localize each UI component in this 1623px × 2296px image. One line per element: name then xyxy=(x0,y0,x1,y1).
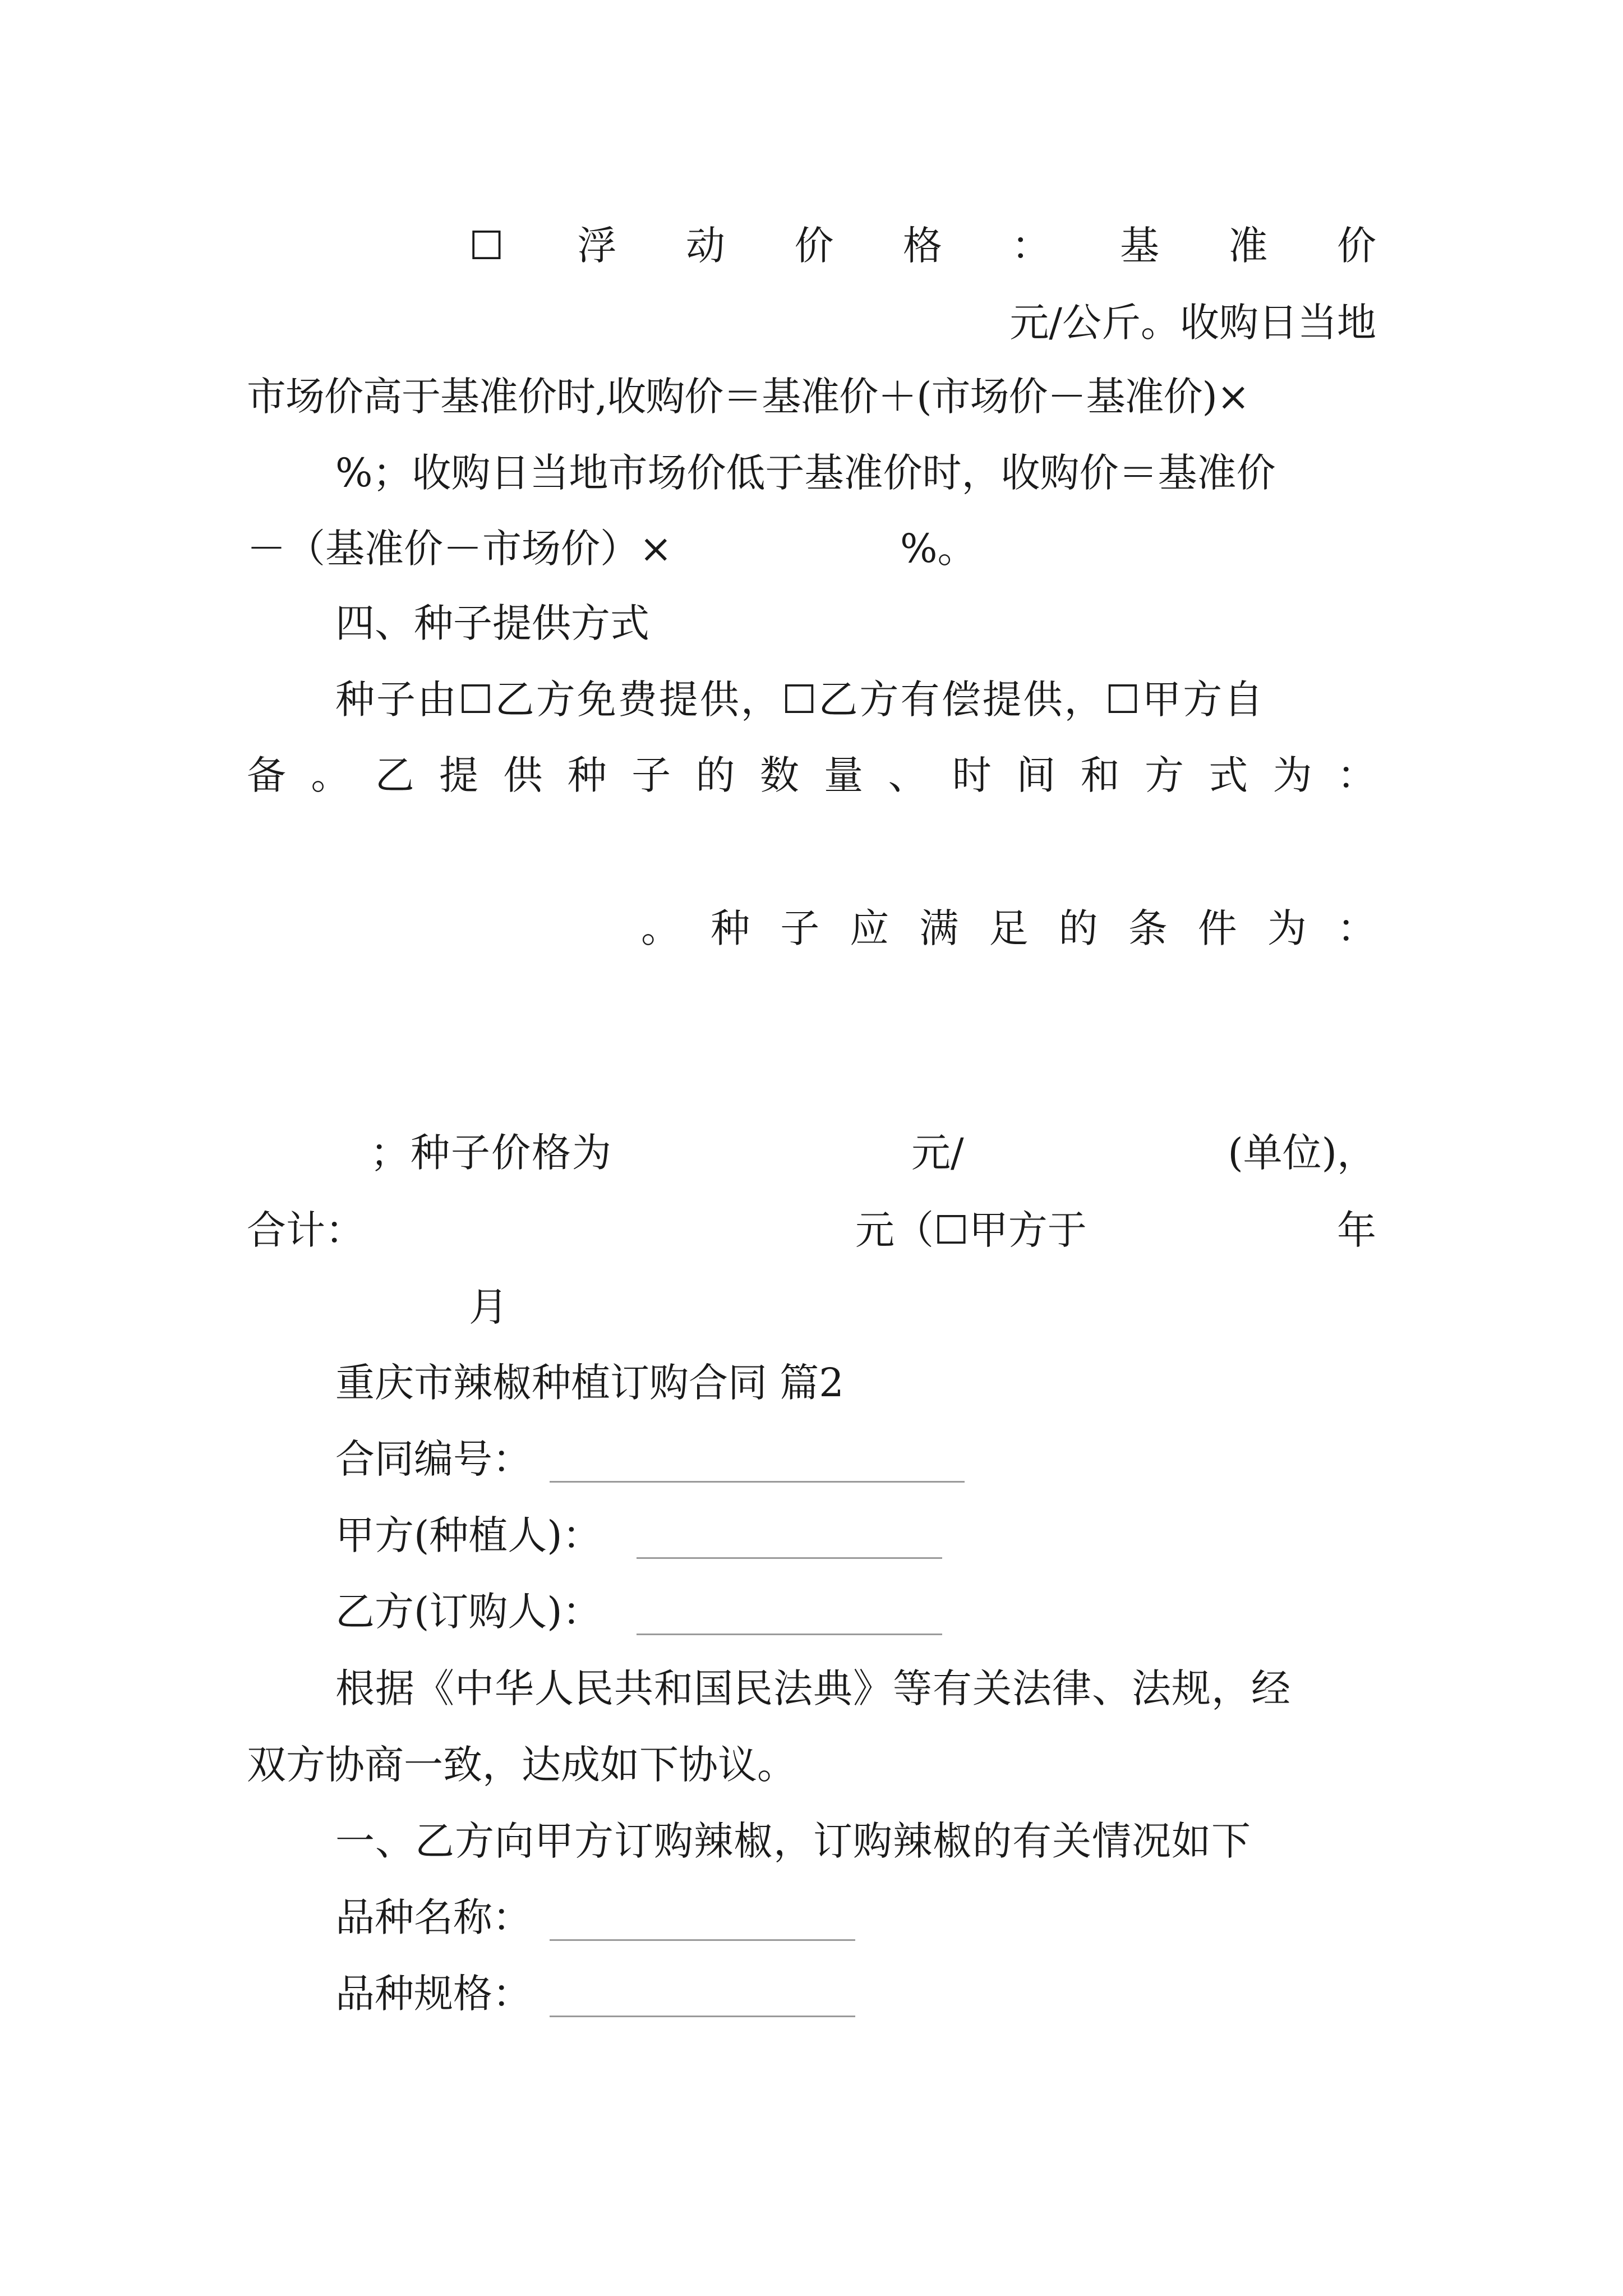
floating-price-char: 格 xyxy=(903,223,942,269)
article-title: 重庆市辣椒种植订购合同 篇2 xyxy=(335,1360,844,1406)
seed-quantity-char: 乙 xyxy=(375,752,414,798)
year-label: 年 xyxy=(1337,1207,1376,1253)
seed-condition-char: 条 xyxy=(1128,905,1168,951)
variety-spec-blank xyxy=(550,2016,855,2017)
seed-quantity-char: 量 xyxy=(824,752,864,798)
seed-price-unit-label: (单位)， xyxy=(1228,1130,1376,1176)
contract-number-blank xyxy=(550,1481,965,1483)
seed-price-unit: 元/ xyxy=(911,1130,964,1176)
floating-price-char: 浮 xyxy=(577,223,617,269)
seed-condition-char: 种 xyxy=(711,905,750,951)
floating-price-char: 准 xyxy=(1228,223,1268,269)
seed-condition-char: 件 xyxy=(1197,905,1237,951)
variety-name-label: 品种名称： xyxy=(335,1894,532,1940)
seed-condition-char: 。 xyxy=(641,905,680,951)
seed-quantity-char: 的 xyxy=(695,752,735,798)
seed-quantity-char: ： xyxy=(1337,752,1376,798)
party-a-blank xyxy=(637,1557,942,1559)
seed-price-label: ；种子价格为 xyxy=(370,1130,612,1176)
contract-number-label: 合同编号： xyxy=(335,1436,532,1482)
floating-price-formula-high: 市场价高于基准价时,收购价＝基准价＋(市场价－基准价)× xyxy=(247,374,1249,420)
section-four-heading: 四、种子提供方式 xyxy=(335,600,649,646)
floating-price-unit-text: 元/公斤。收购日当地 xyxy=(1009,300,1376,346)
total-yuan-text: 元（☐甲方于 xyxy=(855,1207,1087,1253)
seed-quantity-char: 。 xyxy=(311,752,351,798)
seed-quantity-char: 和 xyxy=(1080,752,1120,798)
seed-condition-char: ： xyxy=(1337,905,1376,951)
floating-price-char: ☐ xyxy=(469,223,504,269)
party-b-label: 乙方(订购人)： xyxy=(335,1589,602,1635)
floating-price-char: 动 xyxy=(686,223,725,269)
total-label: 合计： xyxy=(247,1207,365,1253)
seed-provider-options: 种子由☐乙方免费提供，☐乙方有偿提供，☐甲方自 xyxy=(335,677,1265,723)
preamble-line-2: 双方协商一致，达成如下协议。 xyxy=(247,1742,796,1788)
seed-quantity-char: 供 xyxy=(503,752,543,798)
variety-spec-label: 品种规格： xyxy=(335,1971,532,2017)
seed-quantity-char: 数 xyxy=(759,752,799,798)
seed-quantity-char: 备 xyxy=(247,752,286,798)
seed-quantity-char: 时 xyxy=(952,752,992,798)
clause-one-text: 一、乙方向甲方订购辣椒，订购辣椒的有关情况如下 xyxy=(335,1818,1251,1864)
month-label: 月 xyxy=(469,1284,508,1330)
seed-quantity-char: 、 xyxy=(888,752,928,798)
floating-price-char: 价 xyxy=(794,223,834,269)
seed-condition-char: 子 xyxy=(780,905,820,951)
floating-price-percent: %。 xyxy=(900,526,977,572)
floating-price-char: 价 xyxy=(1337,223,1376,269)
preamble-line-1: 根据《中华人民共和国民法典》等有关法律、法规，经 xyxy=(335,1665,1291,1711)
party-b-blank xyxy=(637,1634,942,1635)
seed-quantity-char: 种 xyxy=(567,752,607,798)
seed-condition-char: 足 xyxy=(989,905,1029,951)
seed-quantity-char: 提 xyxy=(439,752,479,798)
seed-condition-char: 为 xyxy=(1267,905,1307,951)
seed-condition-char: 应 xyxy=(850,905,889,951)
party-a-label: 甲方(种植人)： xyxy=(335,1512,602,1558)
seed-condition-char: 的 xyxy=(1058,905,1098,951)
seed-condition-char: 满 xyxy=(919,905,959,951)
floating-price-formula-low: %；收购日当地市场价低于基准价时，收购价＝基准价 xyxy=(335,450,1276,496)
seed-quantity-char: 式 xyxy=(1209,752,1248,798)
seed-quantity-char: 为 xyxy=(1272,752,1312,798)
variety-name-blank xyxy=(550,1939,855,1941)
seed-quantity-char: 子 xyxy=(631,752,671,798)
floating-price-char: 基 xyxy=(1120,223,1159,269)
floating-price-char: ： xyxy=(1011,223,1051,269)
floating-price-formula-low-cont: －（基准价－市场价）× xyxy=(247,526,672,572)
seed-quantity-char: 方 xyxy=(1144,752,1184,798)
seed-quantity-char: 间 xyxy=(1016,752,1056,798)
